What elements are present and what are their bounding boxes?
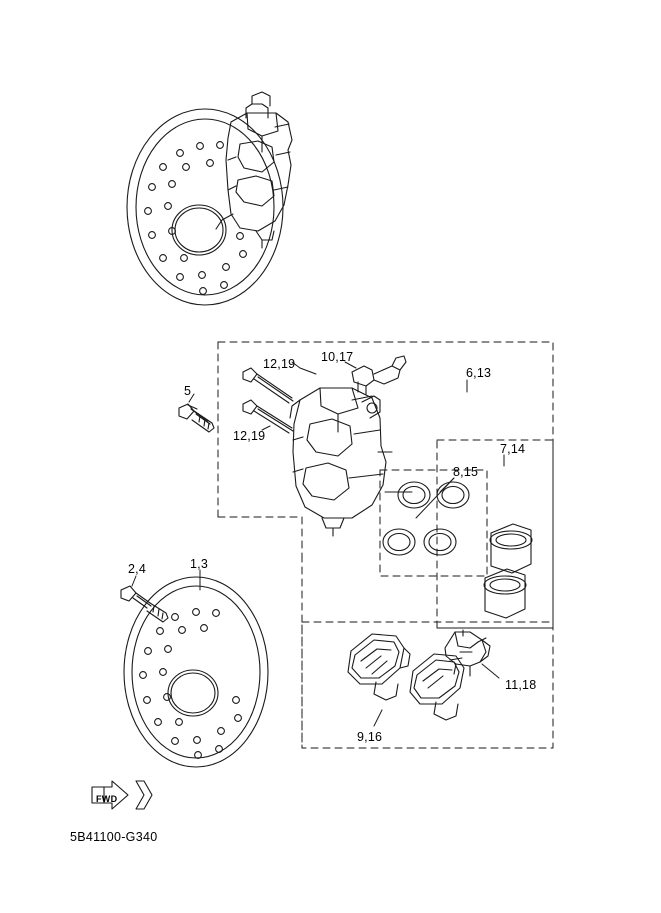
callout-11-18: 11,18	[505, 678, 537, 692]
callout-2-4: 2,4	[128, 562, 146, 576]
callout-12-19-top: 12,19	[263, 357, 296, 371]
part-number-label: 5B41100-G340	[70, 830, 158, 844]
callout-8-15: 8,15	[453, 465, 479, 479]
bolt-5	[179, 404, 214, 432]
callout-1-3: 1,3	[190, 557, 208, 571]
bolt-2-4	[121, 586, 168, 622]
piston-seals	[383, 482, 469, 555]
callout-7-14: 7,14	[500, 442, 526, 456]
pistons-7-14	[484, 524, 532, 618]
pad-spring-11-18	[445, 630, 490, 676]
bleed-nipple-part	[352, 356, 406, 394]
callout-5: 5	[184, 384, 192, 398]
slide-bolts-12-19	[243, 368, 293, 433]
callout-10-17: 10,17	[321, 350, 354, 364]
callout-6-13: 6,13	[466, 366, 492, 380]
fwd-direction-label: FWD	[96, 794, 118, 804]
caliper-body-exploded	[290, 388, 392, 536]
callout-9-16: 9,16	[357, 730, 383, 744]
leader-lines	[132, 362, 504, 726]
callout-12-19-bottom: 12,19	[233, 429, 266, 443]
brake-pads	[348, 634, 464, 720]
top-assembly	[127, 92, 292, 305]
brake-disc-lower	[124, 577, 268, 767]
